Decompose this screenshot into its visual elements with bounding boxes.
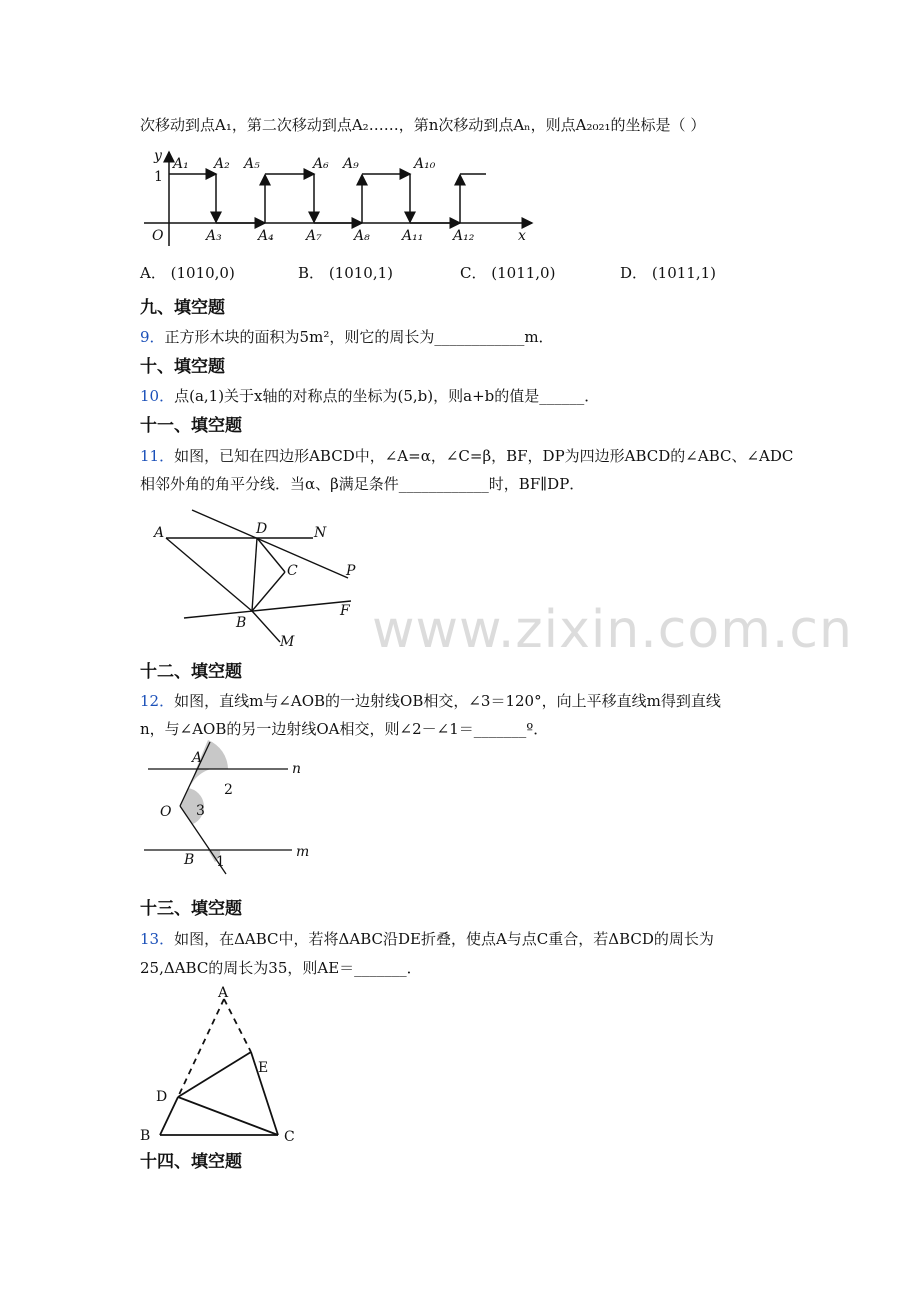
label-o: O <box>160 804 172 820</box>
origin-label: O <box>152 228 164 244</box>
label-a: A <box>218 985 229 1001</box>
label-a: A <box>192 750 203 766</box>
section-10-heading: 十、填空题 <box>140 357 225 377</box>
label-a: A <box>154 525 165 541</box>
q8-stem: 次移动到点A₁，第二次移动到点A₂……，第n次移动到点Aₙ，则点A₂₀₂₁的坐标是（ ） <box>140 116 706 134</box>
question-9 <box>140 326 554 348</box>
label-a4: A₄ <box>258 228 274 244</box>
label-a2: A₂ <box>214 156 230 172</box>
option-b[interactable]: B． (1010,1) <box>298 264 394 282</box>
label-m: M <box>280 634 295 650</box>
question-10 <box>140 385 599 407</box>
label-c: C <box>287 563 298 579</box>
option-c[interactable]: C． (1011,0) <box>460 264 556 282</box>
tick-one-label: 1 <box>154 169 163 185</box>
section-11-heading: 十一、填空题 <box>140 416 242 436</box>
label-angle-2: 2 <box>224 782 233 798</box>
label-d: D <box>156 1089 168 1105</box>
question-13-line1: 13．如图，在ΔABC中，若将ΔABC沿DE折叠，使点A与点C重合，若ΔBCD的周长为 <box>140 930 714 948</box>
y-axis-label: y <box>154 148 162 164</box>
label-angle-3: 3 <box>196 803 205 819</box>
question-12-number: 12． <box>140 692 175 710</box>
label-a3: A₃ <box>206 228 222 244</box>
label-b: B <box>140 1128 151 1144</box>
label-m: m <box>296 844 310 860</box>
x-axis-label: x <box>518 228 526 244</box>
label-n: n <box>292 761 302 777</box>
label-e: E <box>258 1060 269 1076</box>
question-11-line2: 相邻外角的角平分线．当α、β满足条件____________时，BF∥DP． <box>140 475 585 493</box>
question-11-number: 11． <box>140 447 175 465</box>
q11-quadrilateral-figure <box>148 505 388 655</box>
label-p: P <box>346 563 356 579</box>
label-n: N <box>314 525 327 541</box>
section-9-heading: 九、填空题 <box>140 298 225 318</box>
label-a12: A₁₂ <box>453 228 475 244</box>
label-d: D <box>256 521 268 537</box>
label-c: C <box>284 1129 295 1145</box>
label-a6: A₆ <box>313 156 329 172</box>
label-a5: A₅ <box>244 156 260 172</box>
option-d[interactable]: D． (1011,1) <box>620 264 717 282</box>
label-a11: A₁₁ <box>402 228 424 244</box>
question-13-line2: 25,ΔABC的周长为35，则AE＝_______． <box>140 959 422 977</box>
label-a7: A₇ <box>306 228 322 244</box>
section-14-heading: 十四、填空题 <box>140 1152 242 1172</box>
question-9-number: 9． <box>140 328 165 346</box>
q8-coordinate-graph <box>140 146 540 246</box>
label-angle-1: 1 <box>216 854 225 870</box>
label-a9: A₉ <box>343 156 359 172</box>
question-11-line1: 11．如图，已知在四边形ABCD中，∠A=α，∠C=β，BF，DP为四边形ABCD的∠ABC、∠ADC <box>140 447 794 465</box>
question-9-text: 正方形木块的面积为5m²，则它的周长为____________m． <box>164 328 554 346</box>
question-13-number: 13． <box>140 930 175 948</box>
option-a[interactable]: A． (1010,0) <box>140 264 235 282</box>
label-a10: A₁₀ <box>414 156 436 172</box>
question-12-line2: n，与∠AOB的另一边射线OA相交，则∠2－∠1＝_______º． <box>140 720 549 738</box>
question-12-line1: 12．如图，直线m与∠AOB的一边射线OB相交，∠3＝120°，向上平移直线m得到直线 <box>140 692 721 710</box>
label-a1: A₁ <box>173 156 189 172</box>
label-a8: A₈ <box>354 228 370 244</box>
question-10-number: 10． <box>140 387 175 405</box>
section-13-heading: 十三、填空题 <box>140 899 242 919</box>
question-10-text: 点(a,1)关于x轴的对称点的坐标为(5,b)，则a+b的值是______． <box>174 387 600 405</box>
label-b: B <box>184 852 195 868</box>
label-f: F <box>340 603 350 619</box>
label-b: B <box>236 615 247 631</box>
section-12-heading: 十二、填空题 <box>140 662 242 682</box>
watermark: www.zixin.com.cn <box>372 600 853 660</box>
q13-folded-triangle-figure <box>138 985 308 1145</box>
q12-parallel-lines-figure <box>140 748 330 878</box>
